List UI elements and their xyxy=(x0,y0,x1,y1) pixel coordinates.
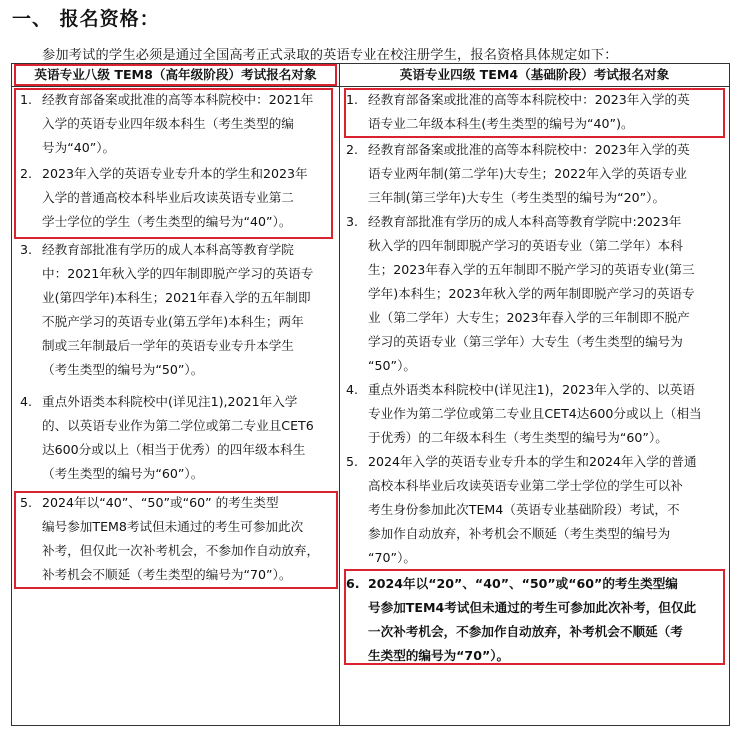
item-text: 于优秀）的二年级本科生（考生类型的编号为“60”）。 xyxy=(368,430,668,445)
item-text: 生；2023年春入学的五年制即不脱产学习的英语专业(第三 xyxy=(368,262,695,277)
item-text: 经教育部批准有学历的成人本科高等教育学院 xyxy=(42,242,294,257)
tem4-column-header: 英语专业四级 TEM4（基础阶段）考试报名对象 xyxy=(399,67,670,82)
highlight-box-tem4-item-6 xyxy=(344,569,725,665)
item-text: 达600分或以上（相当于优秀）的四年级本科生 xyxy=(42,442,306,457)
item-number: 3. xyxy=(346,214,359,229)
item-text: 号参加TEM4考试但未通过的考生可参加此次补考，但仅此 xyxy=(368,600,697,615)
item-text: 制或三年制最后一学年的英语专业专升本学生 xyxy=(42,338,294,353)
column-divider xyxy=(339,64,340,725)
item-text: 学习的英语专业（第三学年）大专生（考生类型的编号为 xyxy=(368,334,683,349)
item-text: 号为“40”）。 xyxy=(42,140,116,155)
item-text: 重点外语类本科院校中(详见注1),2021年入学 xyxy=(42,394,298,409)
item-text: 秋入学的四年制即脱产学习的英语专业（第二学年）本科 xyxy=(368,238,683,253)
item-text: 考生身份参加此次TEM4（英语专业基础阶段）考试，不 xyxy=(368,502,680,517)
item-number: 5. xyxy=(20,495,33,510)
item-text: 三年制(第三学年)大专生（考生类型的编号为“20”）。 xyxy=(368,190,666,205)
item-number: 5. xyxy=(346,454,359,469)
item-text: 补考机会不顺延（考生类型的编号为“70”）。 xyxy=(42,567,292,582)
item-text: 学士学位的学生（考生类型的编号为“40”）。 xyxy=(42,214,292,229)
highlight-box-tem8-header xyxy=(14,64,337,86)
item-number: 2. xyxy=(20,166,33,181)
eligibility-table xyxy=(11,63,730,726)
highlight-box-tem8-item-5 xyxy=(14,491,338,589)
tem4-item-2 xyxy=(346,138,690,210)
header-rule xyxy=(12,86,729,87)
item-number: 4. xyxy=(20,394,33,409)
item-text: 业（第二学年）大专生；2023年春入学的三年制即不脱产 xyxy=(368,310,690,325)
section-heading: 一、 报名资格： xyxy=(12,8,160,30)
item-text: 重点外语类本科院校中(详见注1)，2023年入学的、以英语 xyxy=(368,382,695,397)
highlight-box-tem4-item-1 xyxy=(344,88,725,138)
item-text: 经教育部备案或批准的高等本科院校中：2021年 xyxy=(42,92,314,107)
item-text: 经教育部备案或批准的高等本科院校中：2023年入学的英 xyxy=(368,142,690,157)
item-number: 1. xyxy=(20,92,33,107)
item-text: “50”）。 xyxy=(368,358,416,373)
item-text: 一次补考机会，不参加作自动放弃，补考机会不顺延（考 xyxy=(368,624,683,639)
item-text: （考生类型的编号为“60”）。 xyxy=(42,466,204,481)
item-number: 6. xyxy=(346,576,360,591)
item-text: 语专业二年级本科生(考生类型的编号为“40”)。 xyxy=(368,116,634,131)
item-text: 2024年以“20”、“40”、“50”或“60”的考生类型编 xyxy=(368,576,678,591)
item-text: 入学的英语专业四年级本科生（考生类型的编 xyxy=(42,116,294,131)
item-text: “70”）。 xyxy=(368,550,416,565)
item-text: 生类型的编号为“70”）。 xyxy=(368,648,510,663)
item-number: 2. xyxy=(346,142,359,157)
item-text: 入学的普通高校本科毕业后攻读英语专业第二 xyxy=(42,190,294,205)
item-number: 3. xyxy=(20,242,33,257)
tem8-item-4 xyxy=(20,390,314,486)
item-text: 编号参加TEM8考试但未通过的考生可参加此次 xyxy=(42,519,304,534)
tem4-item-4 xyxy=(346,378,702,450)
item-text: （考生类型的编号为“50”）。 xyxy=(42,362,204,377)
item-text: 专业作为第二学位或第二专业且CET4达600分或以上（相当 xyxy=(368,406,702,421)
item-text: 2023年入学的英语专业专升本的学生和2023年 xyxy=(42,166,308,181)
item-text: 2024年以“40”、“50”或“60” 的考生类型 xyxy=(42,495,279,510)
item-text: 经教育部批准有学历的成人本科高等教育学院中:2023年 xyxy=(368,214,682,229)
item-text: 语专业两年制(第二学年)大专生；2022年入学的英语专业 xyxy=(368,166,687,181)
item-text: 的、以英语专业作为第二学位或第二专业且CET6 xyxy=(42,418,314,433)
item-text: 高校本科毕业后攻读英语专业第二学士学位的学生可以补 xyxy=(368,478,683,493)
item-number: 4. xyxy=(346,382,359,397)
tem4-item-3 xyxy=(346,210,695,378)
item-text: 经教育部备案或批准的高等本科院校中：2023年入学的英 xyxy=(368,92,690,107)
item-text: 补考，但仅此一次补考机会，不参加作自动放弃， xyxy=(42,543,320,558)
item-text: 中：2021年秋入学的四年制即脱产学习的英语专 xyxy=(42,266,314,281)
item-text: 业(第四学年)本科生；2021年春入学的五年制即 xyxy=(42,290,311,305)
item-text: 参加作自动放弃，补考机会不顺延（考生类型的编号为 xyxy=(368,526,671,541)
tem4-item-5 xyxy=(346,450,697,570)
highlight-box-tem8-items-1-2 xyxy=(14,88,333,239)
item-text: 2024年入学的英语专业专升本的学生和2024年入学的普通 xyxy=(368,454,697,469)
item-number: 1. xyxy=(346,92,359,107)
intro-paragraph: 参加考试的学生必须是通过全国高考正式录取的英语专业在校注册学生，报名资格具体规定如下： xyxy=(42,48,618,63)
tem8-column-header: 英语专业八级 TEM8（高年级阶段）考试报名对象 xyxy=(34,67,317,82)
item-text: 学年)本科生；2023年秋入学的两年制即脱产学习的英语专 xyxy=(368,286,695,301)
item-text: 不脱产学习的英语专业(第五学年)本科生；两年 xyxy=(42,314,304,329)
tem8-item-3 xyxy=(20,238,313,382)
